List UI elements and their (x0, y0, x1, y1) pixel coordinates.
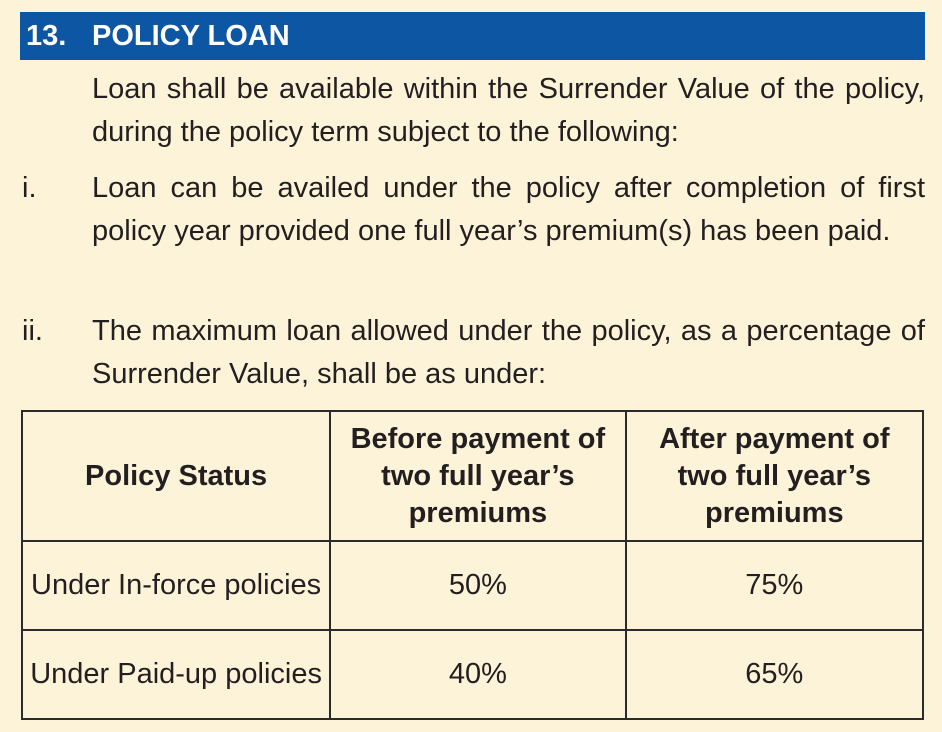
section-header-bar (20, 12, 925, 60)
cell-policy-status: Under In-force policies (22, 541, 330, 630)
cell-before-value: 50% (330, 541, 625, 630)
loan-percentage-table (21, 410, 924, 720)
cell-policy-status: Under Paid-up policies (22, 630, 330, 719)
header-policy-status: Policy Status (22, 411, 330, 541)
intro-paragraph: Loan shall be available within the Surrender Value of the policy, during the policy term subject to the following: (92, 73, 925, 148)
section-number: 13. (26, 20, 67, 52)
header-before-two-years: Before payment of two full year’s premiums (330, 411, 625, 541)
cell-after-value: 75% (626, 541, 923, 630)
table-header-row (22, 411, 923, 541)
table-row (22, 630, 923, 719)
header-after-two-years: After payment of two full year’s premiums (626, 411, 923, 541)
list-marker-ii: ii. (22, 315, 43, 347)
cell-after-value: 65% (626, 630, 923, 719)
table-row (22, 541, 923, 630)
cell-before-value: 40% (330, 630, 625, 719)
list-marker-i: i. (22, 172, 37, 204)
section-title: POLICY LOAN (92, 20, 290, 52)
list-item-i-text: Loan can be availed under the policy after completion of first policy year provided one full year’s premium(s) has been paid. (92, 172, 925, 247)
list-item-ii-text: The maximum loan allowed under the policy, as a percentage of Surrender Value, shall be as under: (92, 315, 925, 390)
